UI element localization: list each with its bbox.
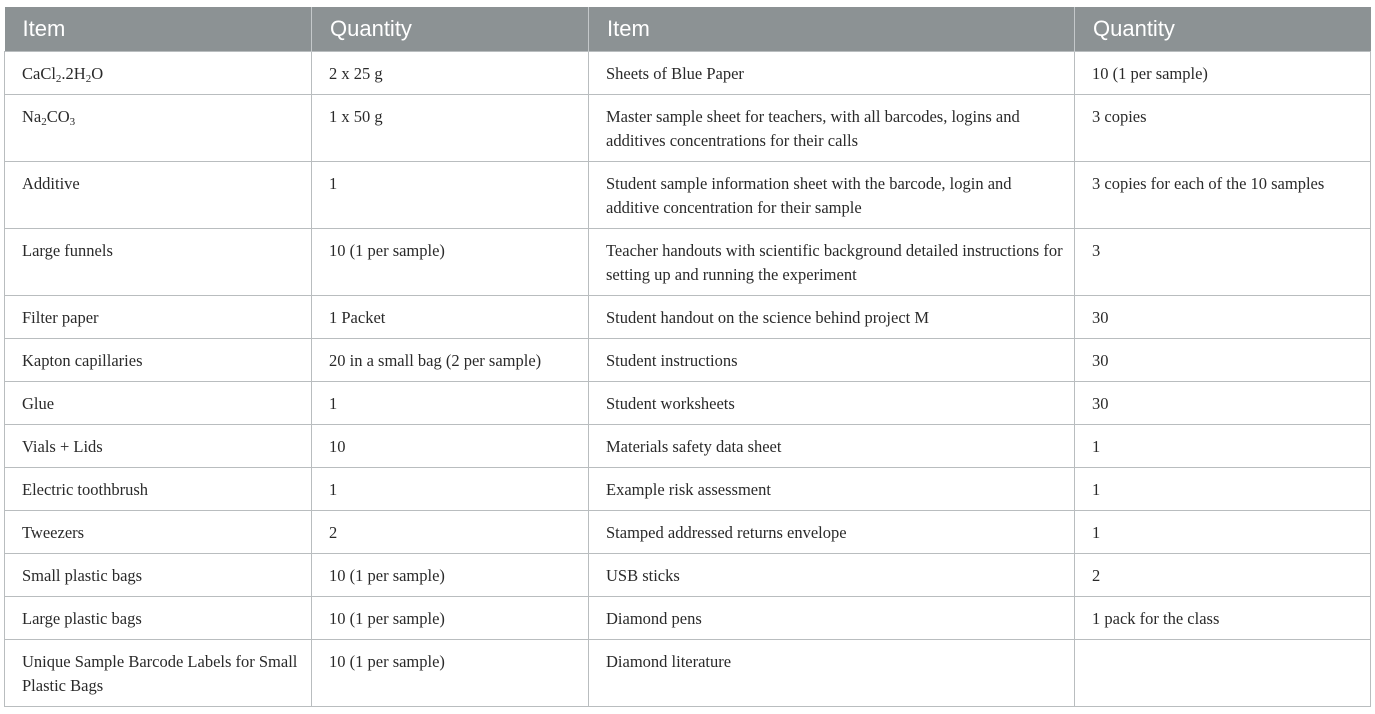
quantity-right-cell: 30 (1075, 296, 1371, 339)
item-left-cell: Unique Sample Barcode Labels for Small Plastic Bags (5, 640, 312, 707)
quantity-right-cell: 1 (1075, 425, 1371, 468)
quantity-right-cell: 30 (1075, 339, 1371, 382)
quantity-right-cell: 3 copies for each of the 10 samples (1075, 162, 1371, 229)
quantity-left-cell: 2 x 25 g (312, 52, 589, 95)
kit-contents-table (4, 7, 1371, 707)
quantity-left-cell: 1 (312, 162, 589, 229)
item-right-cell: Student handout on the science behind project M (589, 296, 1075, 339)
table-row (5, 339, 1371, 382)
item-left-cell: Filter paper (5, 296, 312, 339)
quantity-left-cell: 1 (312, 382, 589, 425)
quantity-right-cell: 30 (1075, 382, 1371, 425)
item-right-cell: Diamond literature (589, 640, 1075, 707)
item-right-cell: Student worksheets (589, 382, 1075, 425)
quantity-left-cell: 10 (312, 425, 589, 468)
quantity-right-cell: 10 (1 per sample) (1075, 52, 1371, 95)
item-right-cell: Stamped addressed returns envelope (589, 511, 1075, 554)
table-row (5, 95, 1371, 162)
table-row (5, 52, 1371, 95)
header-quantity-left: Quantity (312, 7, 589, 52)
item-left-cell: Vials + Lids (5, 425, 312, 468)
quantity-left-cell: 10 (1 per sample) (312, 554, 589, 597)
item-right-cell: Student sample information sheet with the barcode, login and additive concentration for their sample (589, 162, 1075, 229)
item-right-cell: Example risk assessment (589, 468, 1075, 511)
quantity-right-cell: 1 (1075, 511, 1371, 554)
item-left-cell: $CaCl_2.2H_2O$ (5, 52, 312, 95)
quantity-left-cell: 1 x 50 g (312, 95, 589, 162)
item-left-cell: Large plastic bags (5, 597, 312, 640)
quantity-right-cell (1075, 640, 1371, 707)
table-row (5, 597, 1371, 640)
table-row (5, 640, 1371, 707)
item-right-cell: USB sticks (589, 554, 1075, 597)
quantity-left-cell: 20 in a small bag (2 per sample) (312, 339, 589, 382)
item-right-cell: Master sample sheet for teachers, with all barcodes, logins and additives concentrations for their calls (589, 95, 1075, 162)
quantity-right-cell: 3 copies (1075, 95, 1371, 162)
quantity-left-cell: 10 (1 per sample) (312, 597, 589, 640)
quantity-right-cell: 2 (1075, 554, 1371, 597)
header-item-left: Item (5, 7, 312, 52)
item-right-cell: Diamond pens (589, 597, 1075, 640)
item-left-cell: Tweezers (5, 511, 312, 554)
item-left-cell: Electric toothbrush (5, 468, 312, 511)
quantity-left-cell: 1 (312, 468, 589, 511)
item-left-cell: Additive (5, 162, 312, 229)
header-quantity-right: Quantity (1075, 7, 1371, 52)
table-row (5, 162, 1371, 229)
table-header (5, 7, 1371, 52)
item-left-cell: $Na_2CO_3$ (5, 95, 312, 162)
item-left-cell: Small plastic bags (5, 554, 312, 597)
table-row (5, 382, 1371, 425)
table-row (5, 511, 1371, 554)
table-body (5, 52, 1371, 707)
quantity-right-cell: 1 pack for the class (1075, 597, 1371, 640)
table-row (5, 425, 1371, 468)
quantity-left-cell: 2 (312, 511, 589, 554)
table-row (5, 554, 1371, 597)
quantity-right-cell: 3 (1075, 229, 1371, 296)
quantity-left-cell: 10 (1 per sample) (312, 640, 589, 707)
item-right-cell: Student instructions (589, 339, 1075, 382)
item-right-cell: Teacher handouts with scientific background detailed instructions for setting up and running the experiment (589, 229, 1075, 296)
item-left-cell: Glue (5, 382, 312, 425)
table-row (5, 468, 1371, 511)
item-left-cell: Kapton capillaries (5, 339, 312, 382)
header-row (5, 7, 1371, 52)
table-row (5, 296, 1371, 339)
item-left-cell: Large funnels (5, 229, 312, 296)
quantity-right-cell: 1 (1075, 468, 1371, 511)
item-right-cell: Sheets of Blue Paper (589, 52, 1075, 95)
quantity-left-cell: 10 (1 per sample) (312, 229, 589, 296)
table-row (5, 229, 1371, 296)
item-right-cell: Materials safety data sheet (589, 425, 1075, 468)
quantity-left-cell: 1 Packet (312, 296, 589, 339)
header-item-right: Item (589, 7, 1075, 52)
